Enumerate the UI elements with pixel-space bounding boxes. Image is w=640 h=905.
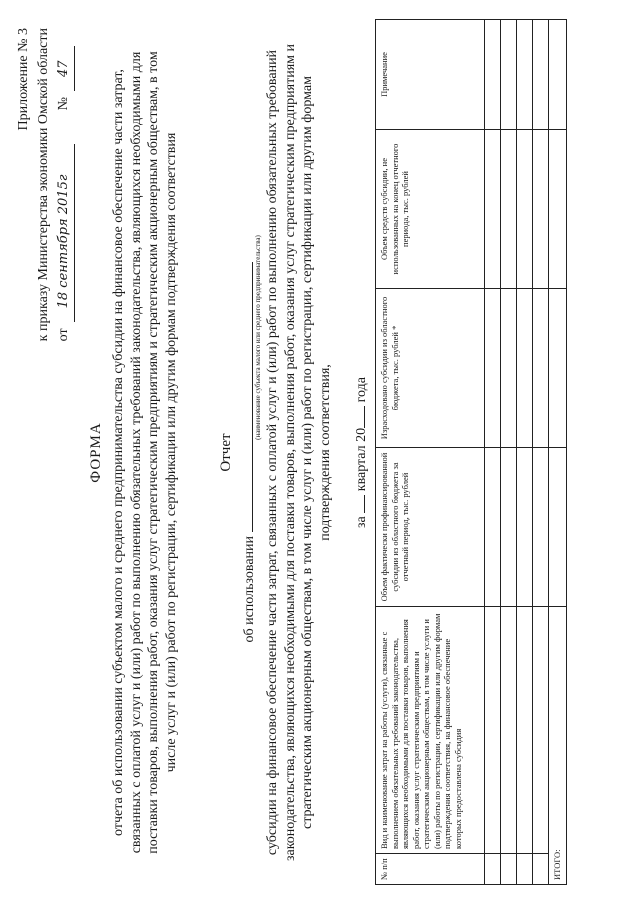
table-cell[interactable] — [501, 607, 517, 854]
table-row — [485, 20, 501, 885]
form-description: отчета об использовании субъектом малого и среднего предпринимательства субсидии на финансовое обеспечение части затрат, связанных с оплатой услуг и (или) работ по выполнению обязательных требований законодательства, являющихся необходимыми для поставки товаров, выполнения работ, оказания услуг стратегическим предприятиям и стратегическим акционерным обществам, в том числе услуг и (или) работ по регистрации, сертификации или другим формам подтверждения соответствия — [111, 51, 179, 854]
table-cell[interactable] — [485, 854, 501, 885]
table-cell[interactable] — [485, 20, 501, 130]
table-cell[interactable] — [501, 20, 517, 130]
subsidy-description: субсидии на финансовое обеспечение части затрат, связанных с оплатой услуг и (или) работ по выполнению обязательных требований законодательства, являющихся необходимыми для поставки товаров, выполнения работ, оказания услуг стратегическим предприятиям и стратегическим акционерным обществам, в том числе услуг и (или) работ по регистрации, сертификации или другим формам подтверждения соответствия, — [265, 43, 333, 862]
forma-title: ФОРМА — [88, 422, 104, 483]
period-quarter: квартал 20 — [354, 427, 369, 492]
report-title: Отчет — [218, 433, 234, 472]
table-cell[interactable] — [533, 289, 549, 448]
total-cell[interactable] — [549, 289, 567, 448]
entity-name-blank — [238, 262, 253, 532]
number-label: № — [56, 97, 71, 111]
appendix-number: Приложение № 3 — [16, 28, 31, 131]
table-row — [501, 20, 517, 885]
entity-name-hint: (наименование субъекта малого или среднего предпринимательства) — [254, 235, 262, 440]
total-cell[interactable] — [549, 448, 567, 607]
col-note-header: Примечание — [376, 20, 485, 130]
col-unused-header: Объем средств субсидии, не использованных на конец отчетного периода, тыс. рублей — [376, 130, 485, 289]
table-cell[interactable] — [485, 448, 501, 607]
year-blank — [352, 406, 365, 428]
subsidy-report-table — [375, 19, 567, 885]
table-cell[interactable] — [517, 854, 533, 885]
appendix-header — [14, 28, 75, 341]
handwritten-number: 47 — [54, 46, 75, 91]
table-cell[interactable] — [501, 130, 517, 289]
from-label: от — [56, 328, 71, 342]
table-cell[interactable] — [533, 130, 549, 289]
table-cell[interactable] — [485, 289, 501, 448]
quarter-blank — [352, 495, 365, 513]
table-cell[interactable] — [517, 130, 533, 289]
table-header-row — [376, 20, 485, 885]
table-cell[interactable] — [517, 289, 533, 448]
total-label: ИТОГО: — [549, 607, 567, 885]
table-cell[interactable] — [517, 448, 533, 607]
col-number-header: № п/п — [376, 854, 485, 885]
period-prefix: за — [354, 516, 369, 528]
period-suffix: года — [354, 377, 369, 403]
table-cell[interactable] — [501, 289, 517, 448]
table-cell[interactable] — [501, 448, 517, 607]
order-date-row — [54, 28, 75, 341]
handwritten-date: 18 сентября 2015г — [54, 144, 75, 322]
usage-label: об использовании — [242, 535, 257, 643]
table-cell[interactable] — [485, 607, 501, 854]
table-cell[interactable] — [517, 20, 533, 130]
reporting-period — [352, 0, 370, 905]
table-cell[interactable] — [533, 607, 549, 854]
table-total-row — [549, 20, 567, 885]
appendix-order-reference: к приказу Министерства экономики Омской области — [36, 28, 51, 342]
table-cell[interactable] — [533, 448, 549, 607]
col-cost-type-header: Вид и наименование затрат на работы (услуги), связанные с выполнением обязательных требований законодательства, являющихся необходимыми для поставки товаров, выполнения работ, оказания услуг стратегическим предприятиям и стратегическим акционерным обществам, в том числе услуги и (или) работы по регистрации, сертификации или другим формам подтверждения соответствия, на финансовое обеспечение которых предоставлена субсидия — [376, 607, 485, 854]
table-row — [517, 20, 533, 885]
table-cell[interactable] — [533, 854, 549, 885]
table-cell[interactable] — [517, 607, 533, 854]
table-cell[interactable] — [485, 130, 501, 289]
col-spent-header: Израсходовано субсидии из областного бюджета, тыс. рублей * — [376, 289, 485, 448]
total-cell[interactable] — [549, 130, 567, 289]
table-row — [533, 20, 549, 885]
col-funded-header: Объем фактически профинансированной субсидии из областного бюджета за отчетный период, тыс. рублей — [376, 448, 485, 607]
table-cell[interactable] — [533, 20, 549, 130]
table-cell[interactable] — [501, 854, 517, 885]
total-cell[interactable] — [549, 20, 567, 130]
